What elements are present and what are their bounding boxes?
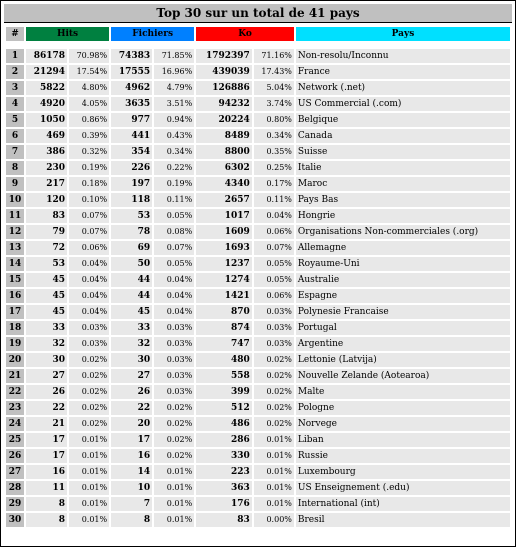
table-title: Top 30 sur un total de 41 pays [4, 4, 512, 23]
row-fichiers-pct: 0.94% [154, 113, 194, 127]
row-rank: 25 [6, 433, 24, 447]
row-fichiers: 3635 [111, 97, 152, 111]
row-hits: 26 [26, 385, 67, 399]
row-ko-pct: 0.02% [254, 417, 294, 431]
row-rank: 22 [6, 385, 24, 399]
row-fichiers-pct: 0.43% [154, 129, 194, 143]
row-ko: 1421 [196, 289, 252, 303]
header-ko: Ko [196, 27, 294, 41]
row-rank: 10 [6, 193, 24, 207]
row-hits: 217 [26, 177, 67, 191]
row-pays: Russie [296, 449, 510, 463]
row-rank: 24 [6, 417, 24, 431]
row-fichiers-pct: 0.04% [154, 289, 194, 303]
row-ko-pct: 0.17% [254, 177, 294, 191]
row-hits-pct: 0.07% [69, 209, 109, 223]
row-rank: 19 [6, 337, 24, 351]
row-fichiers: 17 [111, 433, 152, 447]
row-ko-pct: 0.03% [254, 321, 294, 335]
row-fichiers-pct: 0.19% [154, 177, 194, 191]
table-row [6, 433, 510, 447]
row-hits-pct: 0.02% [69, 401, 109, 415]
row-fichiers: 78 [111, 225, 152, 239]
row-fichiers: 45 [111, 305, 152, 319]
row-ko-pct: 17.43% [254, 65, 294, 79]
row-ko: 486 [196, 417, 252, 431]
row-pays: Pologne [296, 401, 510, 415]
table-row [6, 113, 510, 127]
row-hits-pct: 0.86% [69, 113, 109, 127]
row-hits: 45 [26, 289, 67, 303]
row-pays: France [296, 65, 510, 79]
row-ko-pct: 0.05% [254, 257, 294, 271]
row-fichiers: 17555 [111, 65, 152, 79]
row-hits-pct: 0.01% [69, 481, 109, 495]
row-hits: 5822 [26, 81, 67, 95]
row-ko: 83 [196, 513, 252, 527]
row-pays: Luxembourg [296, 465, 510, 479]
row-pays: Malte [296, 385, 510, 399]
row-rank: 15 [6, 273, 24, 287]
header-hits: Hits [26, 27, 109, 41]
header-rank: # [6, 27, 24, 41]
row-fichiers: 14 [111, 465, 152, 479]
row-fichiers-pct: 0.04% [154, 305, 194, 319]
row-fichiers-pct: 3.51% [154, 97, 194, 111]
row-hits-pct: 0.01% [69, 449, 109, 463]
row-ko: 2657 [196, 193, 252, 207]
row-hits: 469 [26, 129, 67, 143]
table-row [6, 81, 510, 95]
row-pays: US Enseignement (.edu) [296, 481, 510, 495]
row-ko: 399 [196, 385, 252, 399]
row-fichiers: 44 [111, 273, 152, 287]
row-pays: Argentine [296, 337, 510, 351]
table-row [6, 49, 510, 63]
row-fichiers-pct: 0.08% [154, 225, 194, 239]
row-fichiers: 22 [111, 401, 152, 415]
row-hits-pct: 4.05% [69, 97, 109, 111]
row-ko-pct: 5.04% [254, 81, 294, 95]
row-rank: 11 [6, 209, 24, 223]
row-fichiers-pct: 0.03% [154, 353, 194, 367]
row-pays: US Commercial (.com) [296, 97, 510, 111]
row-pays: Norvege [296, 417, 510, 431]
table-row [6, 497, 510, 511]
row-hits-pct: 4.80% [69, 81, 109, 95]
row-hits: 17 [26, 449, 67, 463]
row-fichiers-pct: 0.03% [154, 369, 194, 383]
row-ko-pct: 0.01% [254, 449, 294, 463]
row-hits-pct: 0.06% [69, 241, 109, 255]
row-fichiers: 7 [111, 497, 152, 511]
row-hits: 45 [26, 273, 67, 287]
row-rank: 17 [6, 305, 24, 319]
row-rank: 13 [6, 241, 24, 255]
table-body [6, 49, 510, 527]
row-rank: 26 [6, 449, 24, 463]
row-hits: 11 [26, 481, 67, 495]
row-ko-pct: 0.02% [254, 385, 294, 399]
row-fichiers-pct: 0.34% [154, 145, 194, 159]
row-rank: 28 [6, 481, 24, 495]
row-hits: 86178 [26, 49, 67, 63]
row-hits: 1050 [26, 113, 67, 127]
row-rank: 14 [6, 257, 24, 271]
row-fichiers: 53 [111, 209, 152, 223]
row-fichiers-pct: 4.79% [154, 81, 194, 95]
row-pays: Portugal [296, 321, 510, 335]
row-fichiers-pct: 0.04% [154, 273, 194, 287]
table-row [6, 241, 510, 255]
row-fichiers-pct: 16.96% [154, 65, 194, 79]
row-fichiers: 69 [111, 241, 152, 255]
row-fichiers: 8 [111, 513, 152, 527]
row-hits-pct: 0.03% [69, 321, 109, 335]
row-hits: 8 [26, 513, 67, 527]
row-ko-pct: 0.04% [254, 209, 294, 223]
row-pays: Maroc [296, 177, 510, 191]
row-pays: Royaume-Uni [296, 257, 510, 271]
row-pays: Canada [296, 129, 510, 143]
row-rank: 8 [6, 161, 24, 175]
row-ko-pct: 0.06% [254, 289, 294, 303]
row-hits-pct: 0.39% [69, 129, 109, 143]
table-row [6, 145, 510, 159]
row-rank: 7 [6, 145, 24, 159]
row-ko-pct: 0.01% [254, 465, 294, 479]
row-fichiers-pct: 0.05% [154, 257, 194, 271]
row-ko-pct: 0.34% [254, 129, 294, 143]
row-ko: 94232 [196, 97, 252, 111]
row-ko-pct: 0.00% [254, 513, 294, 527]
row-ko: 558 [196, 369, 252, 383]
row-hits: 4920 [26, 97, 67, 111]
row-ko: 8489 [196, 129, 252, 143]
row-fichiers-pct: 0.22% [154, 161, 194, 175]
header-row [6, 27, 510, 41]
row-ko: 874 [196, 321, 252, 335]
row-pays: Suisse [296, 145, 510, 159]
row-fichiers: 50 [111, 257, 152, 271]
row-rank: 21 [6, 369, 24, 383]
table-row [6, 369, 510, 383]
row-ko: 223 [196, 465, 252, 479]
row-ko-pct: 3.74% [254, 97, 294, 111]
table-row [6, 65, 510, 79]
row-fichiers: 33 [111, 321, 152, 335]
row-rank: 12 [6, 225, 24, 239]
row-ko: 126886 [196, 81, 252, 95]
row-hits: 30 [26, 353, 67, 367]
row-rank: 30 [6, 513, 24, 527]
row-fichiers-pct: 0.02% [154, 401, 194, 415]
row-hits-pct: 0.18% [69, 177, 109, 191]
row-pays: Bresil [296, 513, 510, 527]
row-rank: 20 [6, 353, 24, 367]
row-hits-pct: 0.32% [69, 145, 109, 159]
row-ko-pct: 0.25% [254, 161, 294, 175]
row-fichiers: 27 [111, 369, 152, 383]
row-fichiers-pct: 0.01% [154, 481, 194, 495]
row-hits: 21 [26, 417, 67, 431]
row-rank: 6 [6, 129, 24, 143]
row-fichiers-pct: 0.03% [154, 385, 194, 399]
row-pays: Non-resolu/Inconnu [296, 49, 510, 63]
row-rank: 4 [6, 97, 24, 111]
row-pays: Lettonie (Latvija) [296, 353, 510, 367]
row-ko-pct: 0.01% [254, 481, 294, 495]
table-row [6, 513, 510, 527]
row-fichiers: 4962 [111, 81, 152, 95]
table-row [6, 209, 510, 223]
row-fichiers: 44 [111, 289, 152, 303]
row-pays: International (int) [296, 497, 510, 511]
row-ko: 1792397 [196, 49, 252, 63]
row-ko-pct: 0.02% [254, 401, 294, 415]
row-hits-pct: 0.03% [69, 337, 109, 351]
row-hits: 53 [26, 257, 67, 271]
row-ko-pct: 0.02% [254, 369, 294, 383]
table-row [6, 417, 510, 431]
header-fichiers: Fichiers [111, 27, 194, 41]
table-row [6, 481, 510, 495]
row-fichiers-pct: 71.85% [154, 49, 194, 63]
row-ko: 1237 [196, 257, 252, 271]
row-ko: 8800 [196, 145, 252, 159]
row-hits: 21294 [26, 65, 67, 79]
row-fichiers: 20 [111, 417, 152, 431]
table-row [6, 465, 510, 479]
row-fichiers-pct: 0.03% [154, 321, 194, 335]
row-ko-pct: 0.80% [254, 113, 294, 127]
row-ko-pct: 0.03% [254, 305, 294, 319]
row-hits-pct: 0.02% [69, 369, 109, 383]
row-hits: 79 [26, 225, 67, 239]
row-fichiers-pct: 0.11% [154, 193, 194, 207]
row-hits: 8 [26, 497, 67, 511]
row-hits: 230 [26, 161, 67, 175]
row-fichiers: 10 [111, 481, 152, 495]
row-pays: Allemagne [296, 241, 510, 255]
row-hits-pct: 0.01% [69, 465, 109, 479]
row-hits: 386 [26, 145, 67, 159]
table-row [6, 225, 510, 239]
row-pays: Belgique [296, 113, 510, 127]
row-hits: 33 [26, 321, 67, 335]
row-hits-pct: 0.01% [69, 433, 109, 447]
row-hits: 17 [26, 433, 67, 447]
row-ko: 176 [196, 497, 252, 511]
row-ko: 1609 [196, 225, 252, 239]
row-hits-pct: 0.04% [69, 305, 109, 319]
row-ko: 4340 [196, 177, 252, 191]
row-ko-pct: 0.05% [254, 273, 294, 287]
header-pays: Pays [296, 27, 510, 41]
row-rank: 3 [6, 81, 24, 95]
table-row [6, 385, 510, 399]
row-fichiers: 354 [111, 145, 152, 159]
row-fichiers-pct: 0.01% [154, 513, 194, 527]
row-pays: Australie [296, 273, 510, 287]
row-fichiers: 32 [111, 337, 152, 351]
row-pays: Network (.net) [296, 81, 510, 95]
row-fichiers: 118 [111, 193, 152, 207]
row-ko: 439039 [196, 65, 252, 79]
table-row [6, 321, 510, 335]
row-fichiers: 16 [111, 449, 152, 463]
row-hits: 120 [26, 193, 67, 207]
row-rank: 29 [6, 497, 24, 511]
row-rank: 9 [6, 177, 24, 191]
row-hits: 22 [26, 401, 67, 415]
table-row [6, 257, 510, 271]
row-hits-pct: 0.10% [69, 193, 109, 207]
row-fichiers-pct: 0.02% [154, 449, 194, 463]
row-pays: Organisations Non-commerciales (.org) [296, 225, 510, 239]
row-pays: Hongrie [296, 209, 510, 223]
row-ko-pct: 71.16% [254, 49, 294, 63]
table-row [6, 177, 510, 191]
table-row [6, 193, 510, 207]
row-ko: 512 [196, 401, 252, 415]
row-fichiers-pct: 0.05% [154, 209, 194, 223]
row-pays: Pays Bas [296, 193, 510, 207]
row-ko: 286 [196, 433, 252, 447]
row-ko: 870 [196, 305, 252, 319]
row-pays: Liban [296, 433, 510, 447]
row-fichiers-pct: 0.01% [154, 497, 194, 511]
table-row [6, 353, 510, 367]
row-hits: 83 [26, 209, 67, 223]
row-fichiers: 26 [111, 385, 152, 399]
row-fichiers-pct: 0.02% [154, 417, 194, 431]
row-pays: Espagne [296, 289, 510, 303]
table-row [6, 337, 510, 351]
row-hits: 72 [26, 241, 67, 255]
row-hits: 45 [26, 305, 67, 319]
row-fichiers-pct: 0.01% [154, 465, 194, 479]
table-row [6, 289, 510, 303]
row-ko-pct: 0.35% [254, 145, 294, 159]
table-row [6, 97, 510, 111]
row-hits-pct: 0.04% [69, 257, 109, 271]
row-ko: 363 [196, 481, 252, 495]
row-ko-pct: 0.01% [254, 433, 294, 447]
row-ko-pct: 0.11% [254, 193, 294, 207]
row-ko: 1274 [196, 273, 252, 287]
row-fichiers-pct: 0.07% [154, 241, 194, 255]
row-ko-pct: 0.02% [254, 353, 294, 367]
row-rank: 27 [6, 465, 24, 479]
row-ko: 1693 [196, 241, 252, 255]
row-ko: 480 [196, 353, 252, 367]
row-ko: 1017 [196, 209, 252, 223]
row-hits-pct: 0.04% [69, 273, 109, 287]
row-hits-pct: 0.02% [69, 417, 109, 431]
row-ko: 330 [196, 449, 252, 463]
row-hits: 27 [26, 369, 67, 383]
row-fichiers: 74383 [111, 49, 152, 63]
row-fichiers: 977 [111, 113, 152, 127]
row-fichiers: 441 [111, 129, 152, 143]
row-rank: 16 [6, 289, 24, 303]
row-fichiers: 197 [111, 177, 152, 191]
row-fichiers: 226 [111, 161, 152, 175]
row-hits-pct: 0.01% [69, 497, 109, 511]
row-ko-pct: 0.06% [254, 225, 294, 239]
country-stats-table [4, 25, 512, 529]
row-hits-pct: 0.01% [69, 513, 109, 527]
row-ko: 747 [196, 337, 252, 351]
row-rank: 18 [6, 321, 24, 335]
row-rank: 1 [6, 49, 24, 63]
row-fichiers-pct: 0.03% [154, 337, 194, 351]
row-rank: 23 [6, 401, 24, 415]
row-hits-pct: 17.54% [69, 65, 109, 79]
table-row [6, 161, 510, 175]
row-hits: 32 [26, 337, 67, 351]
table-row [6, 305, 510, 319]
table-row [6, 401, 510, 415]
row-hits-pct: 0.02% [69, 353, 109, 367]
row-hits-pct: 0.07% [69, 225, 109, 239]
row-pays: Nouvelle Zelande (Aotearoa) [296, 369, 510, 383]
row-ko-pct: 0.07% [254, 241, 294, 255]
row-fichiers: 30 [111, 353, 152, 367]
table-row [6, 129, 510, 143]
row-pays: Polynesie Francaise [296, 305, 510, 319]
table-row [6, 273, 510, 287]
row-hits-pct: 70.98% [69, 49, 109, 63]
row-rank: 5 [6, 113, 24, 127]
row-hits-pct: 0.02% [69, 385, 109, 399]
header-gap [6, 43, 510, 47]
row-rank: 2 [6, 65, 24, 79]
row-hits: 16 [26, 465, 67, 479]
row-hits-pct: 0.19% [69, 161, 109, 175]
row-fichiers-pct: 0.02% [154, 433, 194, 447]
row-ko-pct: 0.01% [254, 497, 294, 511]
row-ko: 6302 [196, 161, 252, 175]
row-ko-pct: 0.03% [254, 337, 294, 351]
table-row [6, 449, 510, 463]
row-ko: 20224 [196, 113, 252, 127]
row-hits-pct: 0.04% [69, 289, 109, 303]
row-pays: Italie [296, 161, 510, 175]
